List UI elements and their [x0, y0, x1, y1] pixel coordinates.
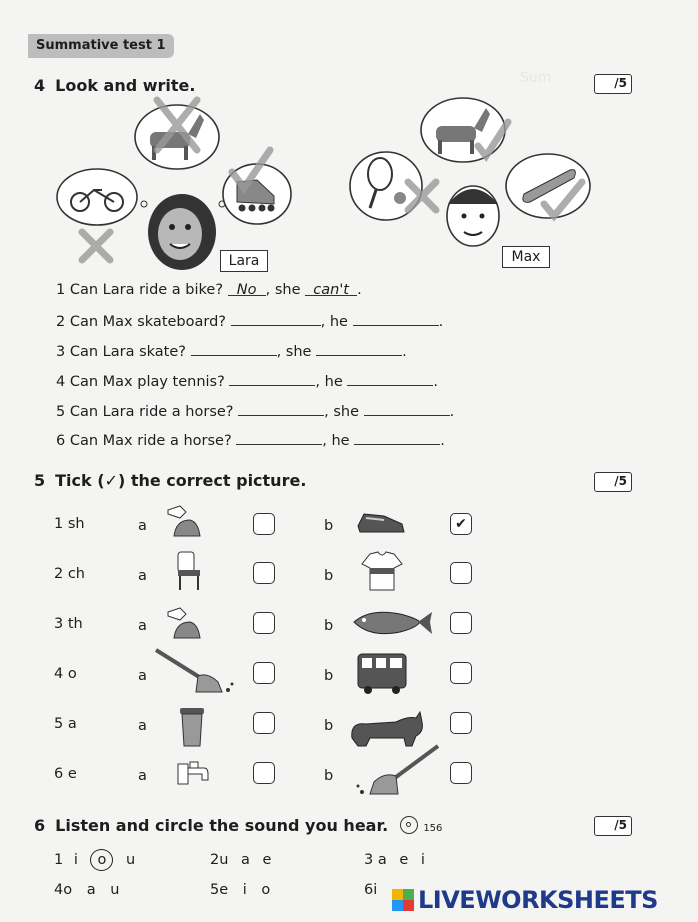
- shoe-icon: [162, 604, 206, 642]
- bus-icon: [356, 650, 408, 696]
- cd-icon: [400, 816, 418, 834]
- question-5: 5 Can Lara ride a horse? , she .: [56, 404, 455, 420]
- tick-box-1b[interactable]: ✔: [450, 513, 472, 535]
- answer-1b[interactable]: can't: [305, 282, 357, 296]
- sound-item-1: 1 i o u: [54, 852, 135, 868]
- sound-option[interactable]: i: [73, 852, 78, 868]
- fish-icon: [350, 606, 434, 640]
- sound-option[interactable]: o: [261, 882, 271, 898]
- tap-icon: [176, 758, 212, 790]
- lara-face: [148, 194, 216, 270]
- tick-row-6: 6 e a b: [54, 766, 334, 784]
- tick-box-1a[interactable]: [253, 513, 275, 535]
- sound-option[interactable]: a: [377, 852, 387, 868]
- liveworksheets-logo: [392, 878, 698, 922]
- tick-box-2b[interactable]: [450, 562, 472, 584]
- tick-row-5: 5 a a b: [54, 716, 334, 734]
- sound-option[interactable]: i: [373, 882, 378, 898]
- question-4: 4 Can Max play tennis? , he .: [56, 374, 438, 390]
- section-5-score: /5: [594, 472, 632, 492]
- sound-item-3: 3 a e i: [364, 852, 425, 868]
- answer-4a[interactable]: [229, 372, 315, 386]
- answer-4b[interactable]: [347, 372, 433, 386]
- answer-3a[interactable]: [191, 342, 277, 356]
- question-3: 3 Can Lara skate? , she .: [56, 344, 407, 360]
- max-face: [447, 186, 499, 246]
- tick-row-1: 1 sh a b: [54, 516, 334, 534]
- tick-row-2: 2 ch a b: [54, 566, 334, 584]
- sound-option[interactable]: e: [262, 852, 272, 868]
- sound-option[interactable]: u: [110, 882, 120, 898]
- tick-box-6b[interactable]: [450, 762, 472, 784]
- bin-icon: [176, 706, 208, 748]
- sound-item-6: 6i: [364, 882, 378, 898]
- mop-icon: [152, 646, 240, 698]
- sound-option[interactable]: i: [242, 882, 247, 898]
- tick-box-4b[interactable]: [450, 662, 472, 684]
- sound-option[interactable]: u: [219, 852, 229, 868]
- answer-6b[interactable]: [354, 431, 440, 445]
- answer-2b[interactable]: [353, 312, 439, 326]
- section-6-score: /5: [594, 816, 632, 836]
- tick-box-5b[interactable]: [450, 712, 472, 734]
- ghost-text: Sum: [520, 70, 552, 86]
- answer-6a[interactable]: [236, 431, 322, 445]
- tick-box-3a[interactable]: [253, 612, 275, 634]
- sound-option[interactable]: e: [219, 882, 229, 898]
- sound-item-5: 5e i o: [210, 882, 271, 898]
- track-number: 156: [423, 823, 443, 834]
- mop-icon: [352, 744, 442, 800]
- logo-icon: [392, 889, 414, 911]
- section-5-title: 5 Tick (✓) the correct picture.: [34, 471, 307, 490]
- tick-box-5a[interactable]: [253, 712, 275, 734]
- sound-option[interactable]: e: [399, 852, 409, 868]
- shirt-icon: [360, 550, 404, 592]
- tick-row-3: 3 th a b: [54, 616, 334, 634]
- tick-box-6a[interactable]: [253, 762, 275, 784]
- answer-5a[interactable]: [238, 402, 324, 416]
- shoe-icon: [162, 502, 206, 540]
- question-6: 6 Can Max ride a horse? , he .: [56, 433, 445, 449]
- chair-icon: [172, 550, 206, 592]
- section-4-title: 4 Look and write.: [34, 76, 196, 95]
- page-header: Summative test 1: [28, 34, 174, 58]
- question-1: 1 Can Lara ride a bike? No , she can't .: [56, 282, 362, 298]
- sound-item-4: 4o a u: [54, 882, 120, 898]
- lara-name-label: Lara: [220, 250, 268, 272]
- max-name-label: Max: [502, 246, 550, 268]
- sound-option[interactable]: u: [125, 852, 136, 868]
- tick-box-3b[interactable]: [450, 612, 472, 634]
- tick-box-4a[interactable]: [253, 662, 275, 684]
- sound-option[interactable]: i: [420, 852, 425, 868]
- answer-5b[interactable]: [364, 402, 450, 416]
- logo-text: LIVEWORKSHEETS: [418, 886, 658, 914]
- section-6-title: 6 Listen and circle the sound you hear. 156: [34, 816, 443, 835]
- answer-3b[interactable]: [316, 342, 402, 356]
- question-2: 2 Can Max skateboard? , he .: [56, 314, 444, 330]
- section-4-score: /5: [594, 74, 632, 94]
- cat-icon: [346, 708, 426, 748]
- answer-2a[interactable]: [231, 312, 321, 326]
- sound-option[interactable]: a: [86, 882, 96, 898]
- sound-option[interactable]: o: [63, 882, 73, 898]
- max-illustration: [348, 86, 598, 266]
- lara-illustration: [52, 92, 292, 272]
- sound-item-2: 2u a e: [210, 852, 272, 868]
- trainers-icon: [354, 504, 410, 538]
- sound-option-circled[interactable]: o: [90, 849, 113, 871]
- tick-row-4: 4 o a b: [54, 666, 334, 684]
- tick-box-2a[interactable]: [253, 562, 275, 584]
- sound-option[interactable]: a: [241, 852, 250, 868]
- answer-1a[interactable]: No: [228, 282, 266, 296]
